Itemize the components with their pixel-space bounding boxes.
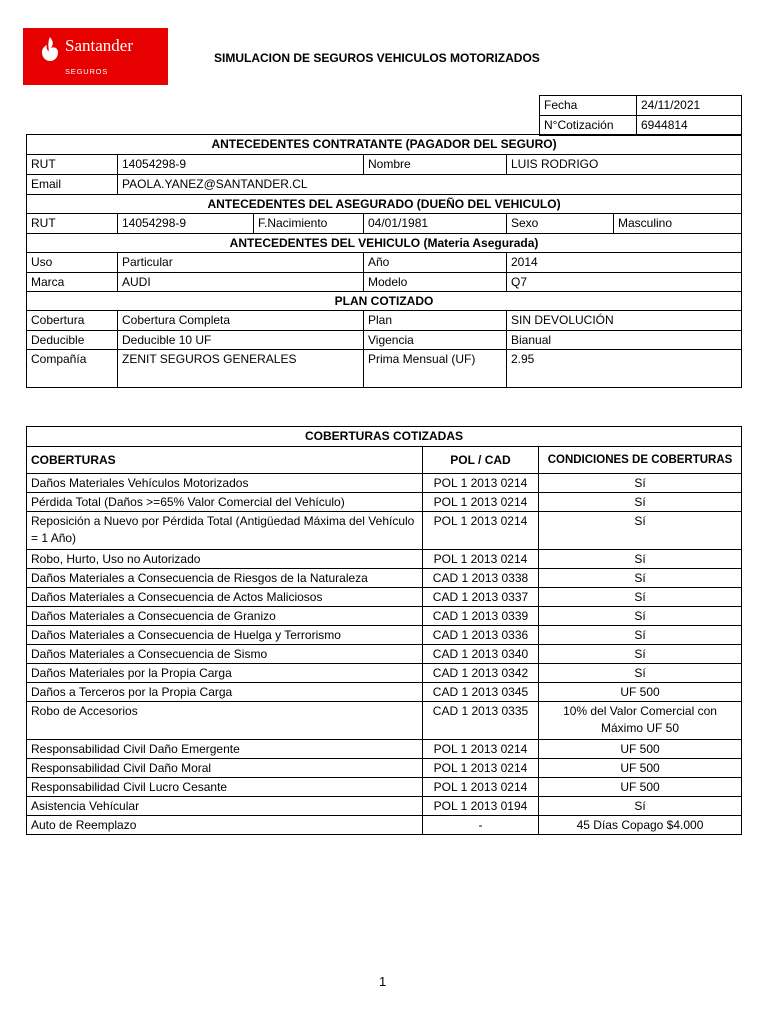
table-row <box>27 740 742 759</box>
coverage-name: Daños a Terceros por la Propia Carga <box>27 683 423 702</box>
fecha-value: 24/11/2021 <box>637 96 742 116</box>
asegurado-rut: 14054298-9 <box>118 214 254 234</box>
table-row <box>27 664 742 683</box>
prima-value: 2.95 <box>507 350 742 388</box>
table-row <box>27 759 742 778</box>
anio-value: 2014 <box>507 253 742 273</box>
contratante-heading: ANTECEDENTES CONTRATANTE (PAGADOR DEL SEGURO) <box>27 135 742 155</box>
cobertura-label: Cobertura <box>27 311 118 331</box>
document-title: SIMULACION DE SEGUROS VEHICULOS MOTORIZADOS <box>214 51 540 65</box>
coverage-name: Pérdida Total (Daños >=65% Valor Comercial del Vehículo) <box>27 493 423 512</box>
coverage-pol: POL 1 2013 0214 <box>423 550 539 569</box>
coverage-condition: UF 500 <box>539 759 742 778</box>
contratante-rut: 14054298-9 <box>118 155 364 175</box>
table-row <box>27 512 742 550</box>
table-row <box>27 588 742 607</box>
plan-heading: PLAN COTIZADO <box>27 292 742 311</box>
coverage-pol: CAD 1 2013 0340 <box>423 645 539 664</box>
col-coberturas: COBERTURAS <box>27 447 423 474</box>
vehiculo-heading: ANTECEDENTES DEL VEHICULO (Materia Asegurada) <box>27 234 742 253</box>
contratante-rut-label: RUT <box>27 155 118 175</box>
coverage-condition: Sí <box>539 626 742 645</box>
table-row <box>27 816 742 835</box>
coverage-pol: POL 1 2013 0214 <box>423 493 539 512</box>
marca-value: AUDI <box>118 273 364 292</box>
compania-value: ZENIT SEGUROS GENERALES <box>118 350 364 388</box>
deducible-label: Deducible <box>27 331 118 350</box>
logo-name: Santander <box>65 36 133 55</box>
coverage-pol: POL 1 2013 0214 <box>423 474 539 493</box>
coverage-condition: Sí <box>539 474 742 493</box>
coverage-name: Responsabilidad Civil Daño Moral <box>27 759 423 778</box>
marca-label: Marca <box>27 273 118 292</box>
vigencia-label: Vigencia <box>364 331 507 350</box>
asegurado-rut-label: RUT <box>27 214 118 234</box>
coverage-name: Daños Materiales Vehículos Motorizados <box>27 474 423 493</box>
coverage-pol: CAD 1 2013 0335 <box>423 702 539 740</box>
sexo-label: Sexo <box>507 214 614 234</box>
col-pol-cad: POL / CAD <box>423 447 539 474</box>
coverage-name: Auto de Reemplazo <box>27 816 423 835</box>
coverage-pol: POL 1 2013 0214 <box>423 512 539 550</box>
coverage-condition: Sí <box>539 588 742 607</box>
table-row <box>27 474 742 493</box>
coverage-name: Reposición a Nuevo por Pérdida Total (Antigüedad Máxima del Vehículo = 1 Año) <box>27 512 423 550</box>
nombre-value: LUIS RODRIGO <box>507 155 742 175</box>
table-row <box>27 797 742 816</box>
coverage-name: Responsabilidad Civil Lucro Cesante <box>27 778 423 797</box>
table-row <box>27 778 742 797</box>
table-row <box>27 607 742 626</box>
table-row <box>27 550 742 569</box>
table-row <box>27 702 742 740</box>
coverage-pol: POL 1 2013 0214 <box>423 759 539 778</box>
flame-icon <box>39 36 61 62</box>
sexo-value: Masculino <box>614 214 742 234</box>
coverage-condition: Sí <box>539 645 742 664</box>
coverage-pol: CAD 1 2013 0338 <box>423 569 539 588</box>
coverage-name: Robo de Accesorios <box>27 702 423 740</box>
coverage-condition: 10% del Valor Comercial con Máximo UF 50 <box>539 702 742 740</box>
coverage-condition: Sí <box>539 797 742 816</box>
coverage-pol: CAD 1 2013 0339 <box>423 607 539 626</box>
email-value: PAOLA.YANEZ@SANTANDER.CL <box>118 175 742 195</box>
table-row <box>27 569 742 588</box>
coverage-name: Robo, Hurto, Uso no Autorizado <box>27 550 423 569</box>
coverage-pol: POL 1 2013 0214 <box>423 778 539 797</box>
nombre-label: Nombre <box>364 155 507 175</box>
page-number: 1 <box>379 974 387 989</box>
table-row <box>27 645 742 664</box>
coverage-name: Daños Materiales a Consecuencia de Sismo <box>27 645 423 664</box>
coverage-name: Responsabilidad Civil Daño Emergente <box>27 740 423 759</box>
plan-value: SIN DEVOLUCIÓN <box>507 311 742 331</box>
vigencia-value: Bianual <box>507 331 742 350</box>
coverage-name: Asistencia Vehícular <box>27 797 423 816</box>
coverage-condition: UF 500 <box>539 778 742 797</box>
coberturas-body <box>27 474 742 835</box>
coverage-name: Daños Materiales a Consecuencia de Granizo <box>27 607 423 626</box>
table-row <box>27 683 742 702</box>
prima-label: Prima Mensual (UF) <box>364 350 507 388</box>
modelo-value: Q7 <box>507 273 742 292</box>
email-label: Email <box>27 175 118 195</box>
coverage-condition: Sí <box>539 607 742 626</box>
table-row <box>27 493 742 512</box>
coverage-condition: UF 500 <box>539 683 742 702</box>
coverage-condition: Sí <box>539 664 742 683</box>
cobertura-value: Cobertura Completa <box>118 311 364 331</box>
compania-label: Compañía <box>27 350 118 388</box>
coverage-name: Daños Materiales a Consecuencia de Huelga y Terrorismo <box>27 626 423 645</box>
nacimiento-value: 04/01/1981 <box>364 214 507 234</box>
coverage-pol: POL 1 2013 0214 <box>423 740 539 759</box>
coverage-condition: 45 Días Copago $4.000 <box>539 816 742 835</box>
coverage-pol: - <box>423 816 539 835</box>
cotizacion-label: N°Cotización <box>540 116 637 136</box>
meta-table <box>539 95 742 136</box>
coverage-condition: Sí <box>539 512 742 550</box>
antecedentes-table <box>26 134 742 388</box>
coberturas-heading: COBERTURAS COTIZADAS <box>27 427 742 447</box>
coverage-name: Daños Materiales a Consecuencia de Riesgos de la Naturaleza <box>27 569 423 588</box>
coverage-condition: UF 500 <box>539 740 742 759</box>
table-row <box>27 626 742 645</box>
deducible-value: Deducible 10 UF <box>118 331 364 350</box>
fecha-label: Fecha <box>540 96 637 116</box>
modelo-label: Modelo <box>364 273 507 292</box>
cotizacion-value: 6944814 <box>637 116 742 136</box>
coverage-pol: CAD 1 2013 0336 <box>423 626 539 645</box>
coverage-condition: Sí <box>539 569 742 588</box>
asegurado-heading: ANTECEDENTES DEL ASEGURADO (DUEÑO DEL VEHICULO) <box>27 195 742 214</box>
coverage-name: Daños Materiales a Consecuencia de Actos Maliciosos <box>27 588 423 607</box>
col-condiciones: CONDICIONES DE COBERTURAS <box>539 447 742 474</box>
coverage-condition: Sí <box>539 493 742 512</box>
plan-label: Plan <box>364 311 507 331</box>
uso-label: Uso <box>27 253 118 273</box>
coverage-pol: CAD 1 2013 0342 <box>423 664 539 683</box>
nacimiento-label: F.Nacimiento <box>254 214 364 234</box>
coverage-condition: Sí <box>539 550 742 569</box>
coverage-pol: CAD 1 2013 0345 <box>423 683 539 702</box>
uso-value: Particular <box>118 253 364 273</box>
coberturas-table <box>26 426 742 835</box>
santander-logo <box>23 28 168 85</box>
coverage-pol: POL 1 2013 0194 <box>423 797 539 816</box>
logo-sub: SEGUROS <box>65 67 109 76</box>
coverage-pol: CAD 1 2013 0337 <box>423 588 539 607</box>
anio-label: Año <box>364 253 507 273</box>
coverage-name: Daños Materiales por la Propia Carga <box>27 664 423 683</box>
